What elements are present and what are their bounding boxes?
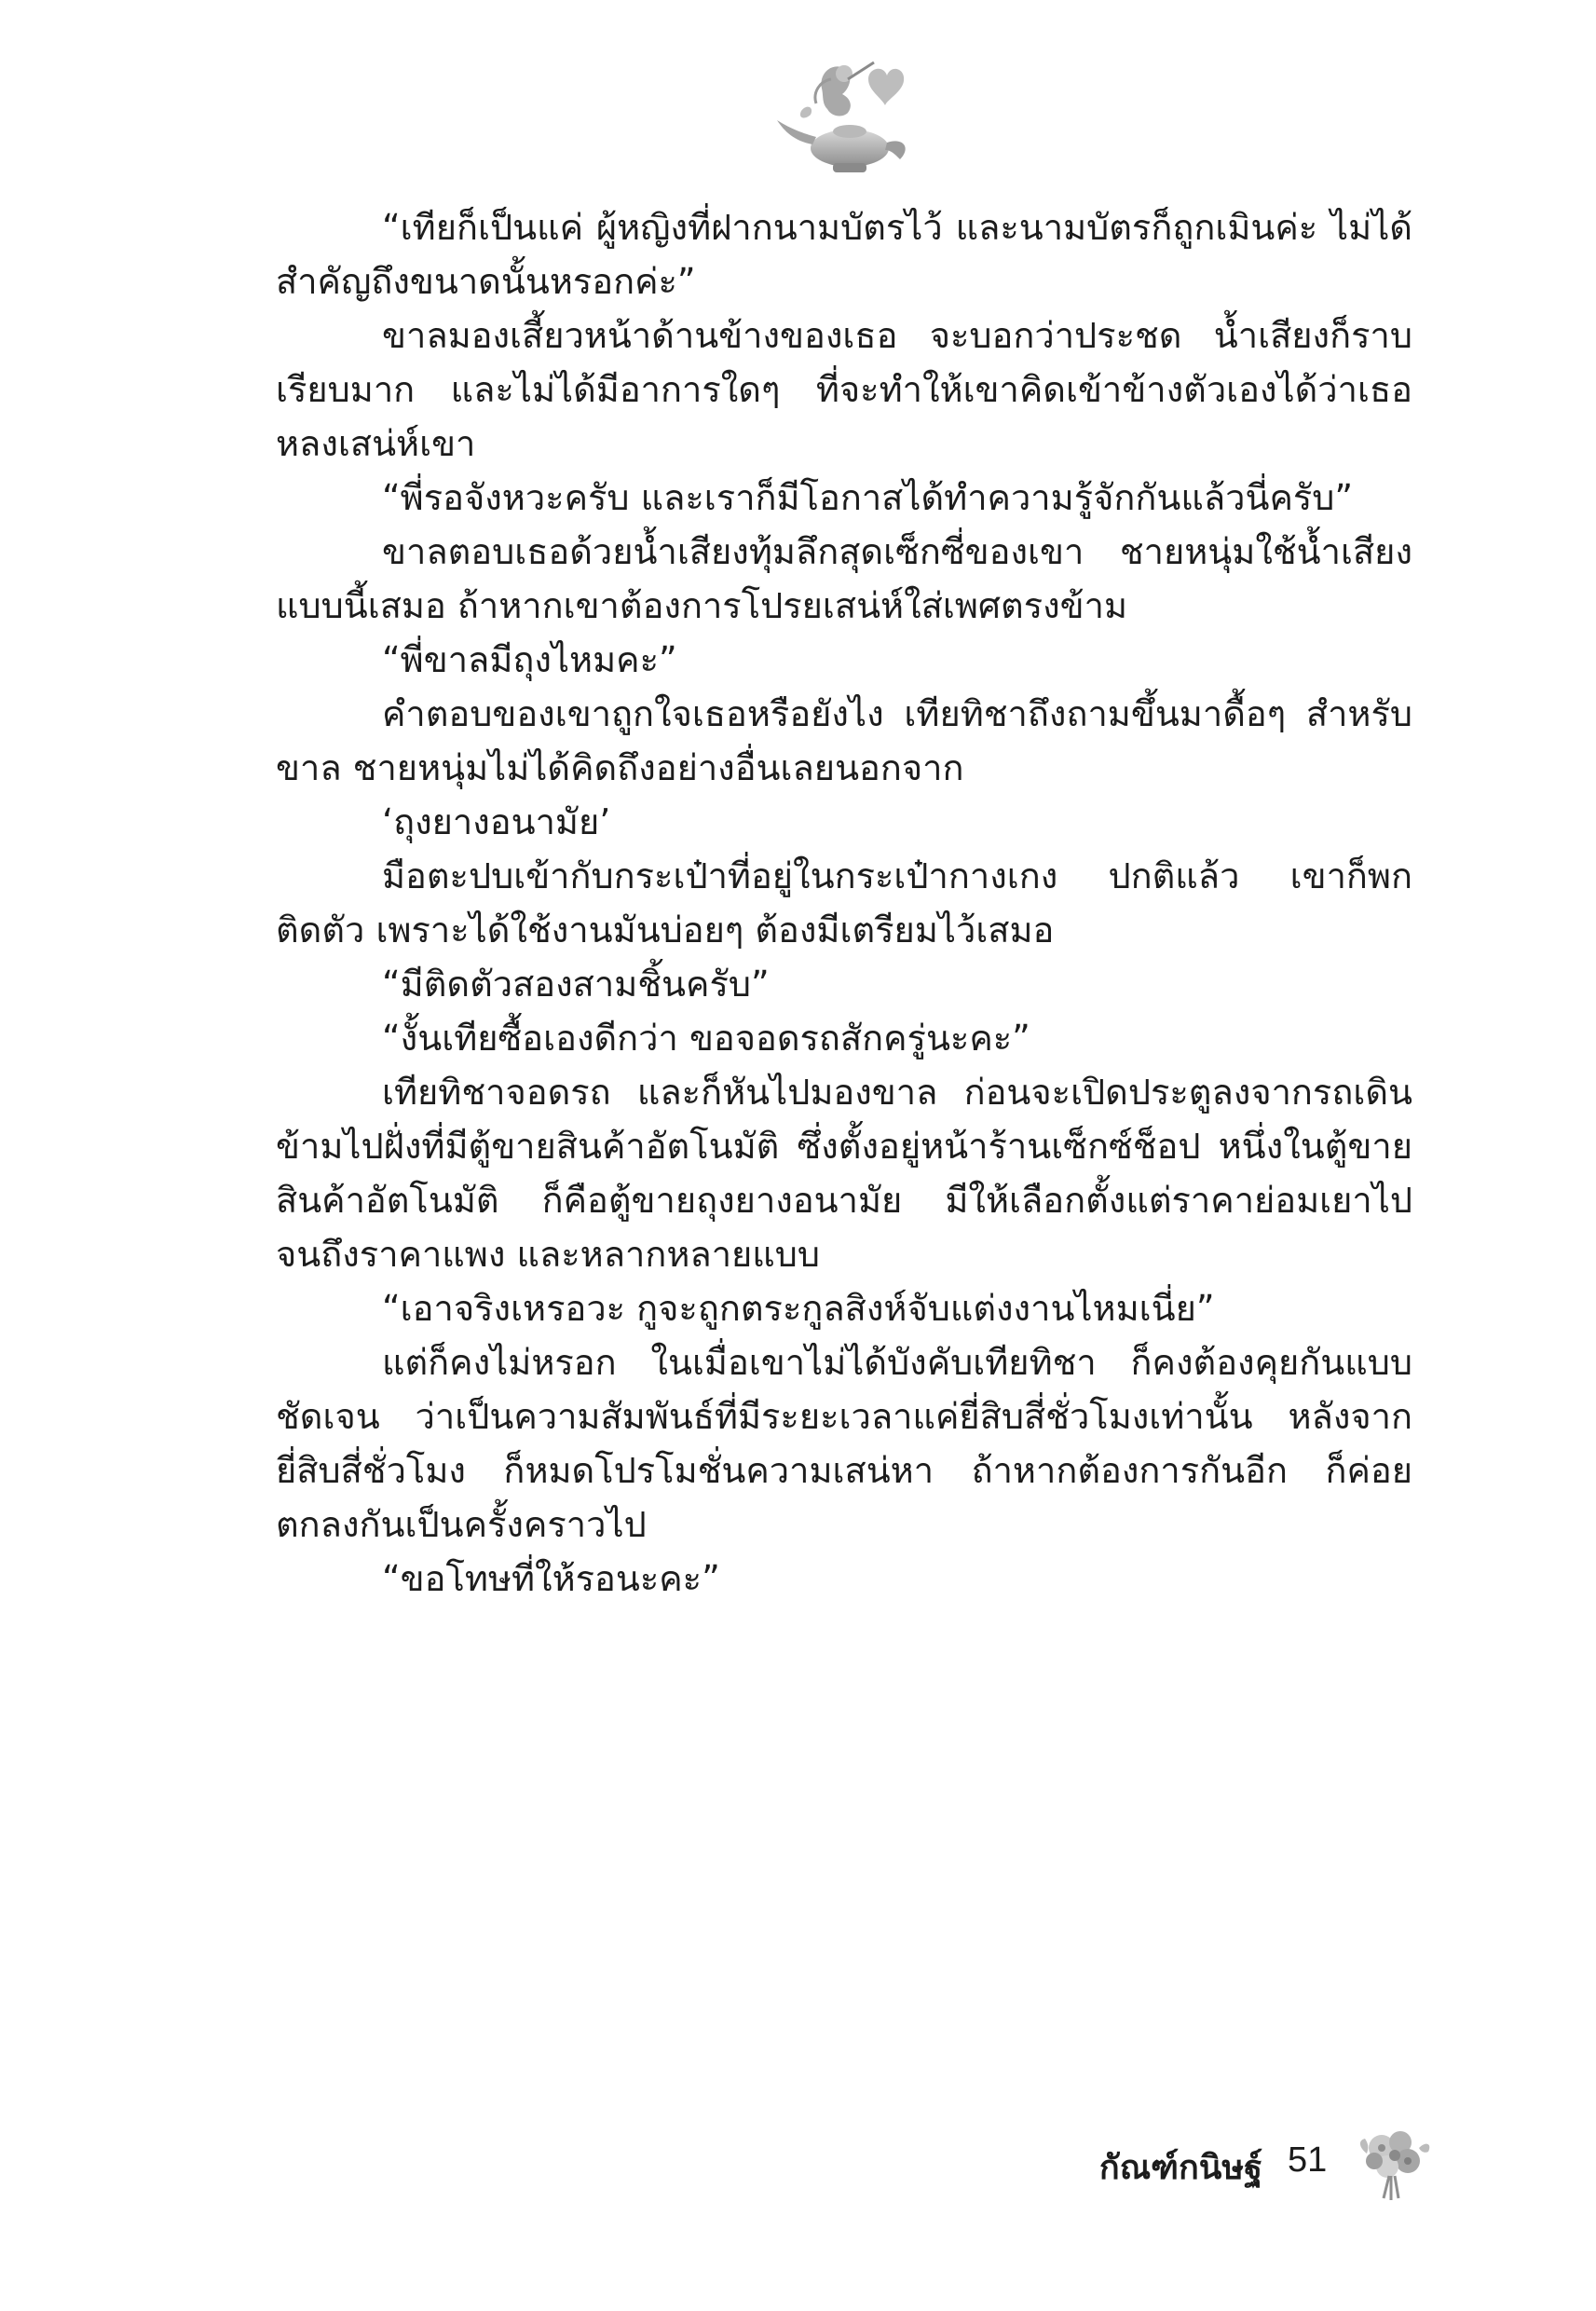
paragraph: ขาลตอบเธอด้วยน้ำเสียงทุ้มลึกสุดเซ็กซี่ของเขา ชายหนุ่มใช้น้ำเสียงแบบนี้เสมอ ถ้าหากเขาต้องการโปรยเสน่ห์ใส่เพศตรงข้าม bbox=[276, 531, 1412, 626]
paragraph: “เอาจริงเหรอวะ กูจะถูกตระกูลสิงห์จับแต่งงานไหมเนี่ย” bbox=[382, 1288, 1215, 1329]
page-footer bbox=[1071, 2120, 1537, 2204]
author-name: กัณฑ์กนิษฐ์ bbox=[1098, 2149, 1262, 2187]
page-number: 51 bbox=[1288, 2140, 1328, 2180]
paragraph: แต่ก็คงไม่หรอก ในเมื่อเขาไม่ได้บังคับเทียทิชา ก็คงต้องคุยกันแบบชัดเจน ว่าเป็นความสัมพันธ์ที่มีระยะเวลาแค่ยี่สิบสี่ชั่วโมงเท่านั้น หลังจากยี่สิบสี่ชั่วโมง ก็หมดโปรโมชั่นความเสน่หา ถ้าหากต้องการกันอีก ก็ค่อยตกลงกันเป็นครั้งคราวไป bbox=[276, 1342, 1412, 1545]
paragraph: “ขอโทษที่ให้รอนะคะ” bbox=[382, 1558, 720, 1599]
paragraph: “พี่ขาลมีถุงไหมคะ” bbox=[382, 639, 677, 680]
cupid-lamp-icon bbox=[764, 51, 922, 182]
paragraph: เทียทิชาจอดรถ และก็หันไปมองขาล ก่อนจะเปิดประตูลงจากรถเดินข้ามไปฝั่งที่มีตู้ขายสินค้าอัตโนมัติ ซึ่งตั้งอยู่หน้าร้านเซ็กซ์ช็อป หนึ่งในตู้ขายสินค้าอัตโนมัติ ก็คือตู้ขายถุงยางอนามัย มีให้เลือกตั้งแต่ราคาย่อมเยาไปจนถึงราคาแพง และหลากหลายแบบ bbox=[276, 1072, 1412, 1275]
paragraph: มือตะปบเข้ากับกระเป๋าที่อยู่ในกระเป๋ากางเกง ปกติแล้ว เขาก็พกติดตัว เพราะได้ใช้งานมันบ่อยๆ ต้องมีเตรียมไว้เสมอ bbox=[276, 855, 1412, 950]
paragraph: “พี่รอจังหวะครับ และเราก็มีโอกาสได้ทำความรู้จักกันแล้วนี่ครับ” bbox=[382, 477, 1354, 518]
paragraph: “มีติดตัวสองสามชิ้นครับ” bbox=[382, 964, 770, 1005]
paragraph: ขาลมองเสี้ยวหน้าด้านข้างของเธอ จะบอกว่าประชด น้ำเสียงก็ราบเรียบมาก และไม่ได้มีอาการใดๆ ที่จะทำให้เขาคิดเข้าข้างตัวเองได้ว่าเธอหลงเสน่ห์เขา bbox=[276, 315, 1412, 464]
paragraph: “งั้นเทียซื้อเองดีกว่า ขอจอดรถสักครู่นะคะ” bbox=[382, 1018, 1030, 1059]
paragraph: คำตอบของเขาถูกใจเธอหรือยังไง เทียทิชาถึงถามขึ้นมาดื้อๆ สำหรับขาล ชายหนุ่มไม่ได้คิดถึงอย่างอื่นเลยนอกจาก bbox=[276, 693, 1412, 788]
flower-bouquet-icon bbox=[1346, 2120, 1439, 2204]
story-text bbox=[276, 200, 1412, 1606]
paragraph: ‘ถุงยางอนามัย’ bbox=[382, 801, 611, 842]
paragraph: “เทียก็เป็นแค่ ผู้หญิงที่ฝากนามบัตรไว้ และนามบัตรก็ถูกเมินค่ะ ไม่ได้สำคัญถึงขนาดนั้นหรอกค่ะ” bbox=[276, 207, 1412, 302]
